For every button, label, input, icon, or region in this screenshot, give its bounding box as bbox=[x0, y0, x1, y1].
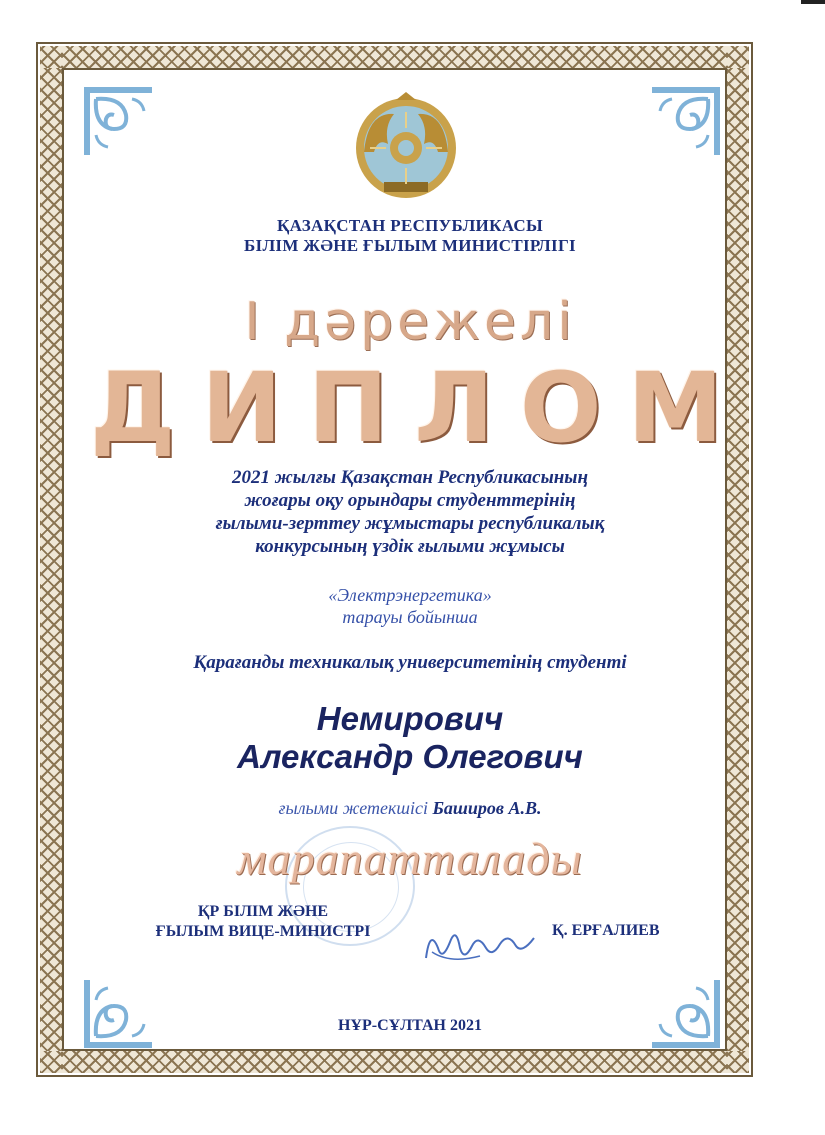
position-line2: ҒЫЛЫМ ВИЦЕ-МИНИСТРІ bbox=[155, 923, 371, 940]
description-line: конкурсының үздік ғылыми жұмысы bbox=[255, 536, 565, 557]
student-surname: Немирович bbox=[316, 700, 504, 737]
description-line: ғылыми-зерттеу жұмыстары республикалық bbox=[215, 513, 605, 534]
state-emblem-icon bbox=[344, 92, 468, 204]
corner-ornament-top-right bbox=[650, 85, 722, 157]
university-line: Қарағанды техникалық университетінің студенті bbox=[193, 652, 627, 673]
student-name bbox=[90, 700, 730, 776]
scan-edge-mark bbox=[801, 0, 825, 4]
ministry-name-line2: БІЛІМ ЖӘНЕ ҒЫЛЫМ МИНИСТІРЛІГІ bbox=[244, 236, 576, 255]
supervisor-line bbox=[90, 798, 730, 819]
corner-ornament-bottom-right bbox=[650, 978, 722, 1050]
description-line: 2021 жылғы Қазақстан Республикасының bbox=[231, 467, 589, 488]
degree-heading: I дәрежелі bbox=[244, 292, 576, 352]
description-line: жоғары оқу орындары студенттерінің bbox=[244, 490, 576, 511]
supervisor-name: Баширов А.В. bbox=[432, 798, 542, 818]
award-description bbox=[90, 466, 730, 558]
specialty-name: «Электрэнергетика» bbox=[328, 585, 492, 605]
ministry-name-line1: ҚАЗАҚСТАН РЕСПУБЛИКАСЫ bbox=[276, 216, 543, 235]
corner-ornament-bottom-left bbox=[82, 978, 154, 1050]
signatory-name: Қ. ЕРҒАЛИЕВ bbox=[552, 922, 660, 939]
position-line1: ҚР БІЛІМ ЖӘНЕ bbox=[197, 903, 329, 920]
diploma-title: ДИПЛОМ bbox=[90, 352, 750, 464]
handwritten-signature bbox=[420, 918, 540, 970]
supervisor-label: ғылыми жетекшісі bbox=[278, 798, 428, 818]
student-given-names: Александр Олегович bbox=[237, 738, 583, 775]
specialty-suffix: тарауы бойынша bbox=[342, 607, 478, 627]
signatory-position bbox=[138, 902, 388, 942]
corner-ornament-top-left bbox=[82, 85, 154, 157]
awarded-text: марапатталады bbox=[237, 833, 583, 884]
city-year: НҰР-СҰЛТАН 2021 bbox=[337, 1017, 482, 1034]
specialty-block bbox=[90, 584, 730, 628]
